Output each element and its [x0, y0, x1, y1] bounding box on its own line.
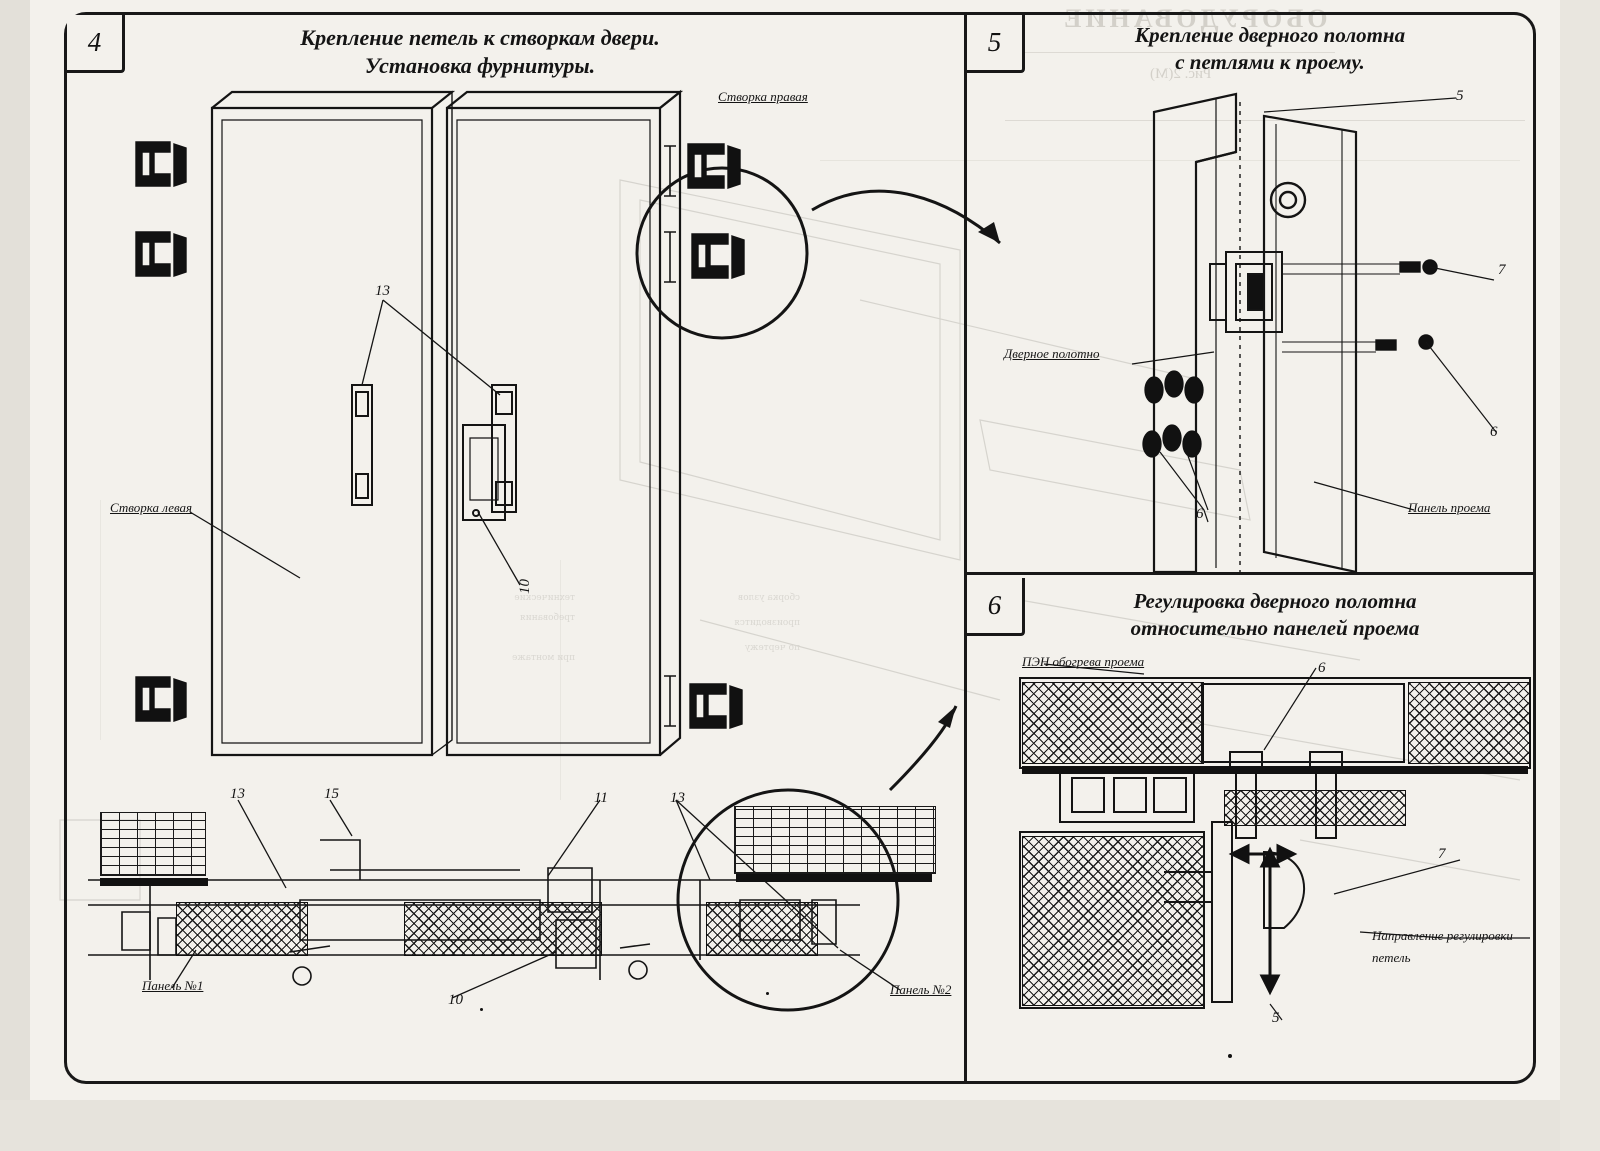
svg-text:при монтаже: при монтаже: [512, 653, 575, 663]
callout-4-10: 10: [517, 579, 533, 594]
svg-text:производится: производится: [734, 618, 800, 628]
label-panel-2: Панель №2: [890, 982, 952, 997]
scan-speck-2: [480, 1008, 483, 1011]
svg-text:требования: требования: [519, 613, 575, 623]
callout-6-5: 5: [1272, 1010, 1280, 1026]
step-5-title-line-2: с петлями к проему.: [1175, 49, 1365, 74]
callout-5-7: 7: [1498, 262, 1506, 278]
cross-hatch-panel-1: [176, 902, 308, 956]
scan-speck-1: [1228, 1054, 1232, 1058]
callout-4-10b: 10: [448, 992, 463, 1008]
svg-text:технические: технические: [514, 593, 575, 603]
callout-4-13b: 13: [230, 786, 245, 802]
callout-6-7: 7: [1438, 846, 1446, 862]
label-adjust-direction-line-1: Направление регулировки: [1372, 928, 1513, 943]
label-heater-panel: ПЭН обогрева проема: [1022, 654, 1145, 669]
step-number-5: 5: [967, 15, 1025, 73]
callout-5-6a: 6: [1490, 424, 1498, 440]
step-6-title-line-2: относительно панелей проема: [1130, 615, 1420, 640]
svg-text:по чертежу: по чертежу: [744, 643, 800, 653]
label-opening-panel: Панель проема: [1408, 500, 1491, 515]
step-6-title-line-1: Регулировка дверного полотна: [1133, 589, 1417, 613]
label-door-leaf: Дверное полотно: [1004, 346, 1100, 361]
label-adjust-direction-line-2: петель: [1372, 950, 1411, 965]
step-5-artwork: [964, 12, 1564, 572]
bleed-text-figure: Рис. 2(М): [1150, 66, 1212, 82]
hinge-set-right: [678, 130, 878, 910]
hinge-set-left: [120, 130, 420, 910]
callout-4-11: 11: [594, 790, 608, 806]
label-left-leaf: Створка левая: [110, 500, 193, 515]
callout-6-6: 6: [1318, 660, 1326, 676]
label-right-leaf: Створка правая: [718, 89, 808, 104]
svg-text:сборка узлов: сборка узлов: [738, 593, 800, 603]
step-number-6: 6: [967, 578, 1025, 636]
scan-speck-3: [766, 992, 769, 995]
label-panel-1: Панель №1: [142, 978, 204, 993]
cross-hatch-panel-3: [706, 902, 818, 956]
step-4-title-line-1: Крепление петель к створкам двери.: [300, 25, 660, 50]
callout-4-13c: 13: [670, 790, 685, 806]
callout-4-15: 15: [324, 786, 339, 802]
bleed-text-heading: ОБОРУДОВАНИЕ: [1060, 4, 1328, 33]
callout-5-5: 5: [1456, 88, 1464, 104]
callout-4-13a: 13: [375, 283, 390, 299]
callout-5-6b: 6: [1196, 506, 1204, 522]
cross-hatch-panel-2: [404, 902, 602, 956]
heater-seal-bar: [1022, 766, 1528, 774]
step-number-4: 4: [67, 15, 125, 73]
step-6-artwork: [964, 572, 1564, 1092]
step-4-title-line-2: Установка фурнитуры.: [364, 53, 596, 79]
step-5-title-line-1: Крепление дверного полотна: [1134, 23, 1406, 47]
